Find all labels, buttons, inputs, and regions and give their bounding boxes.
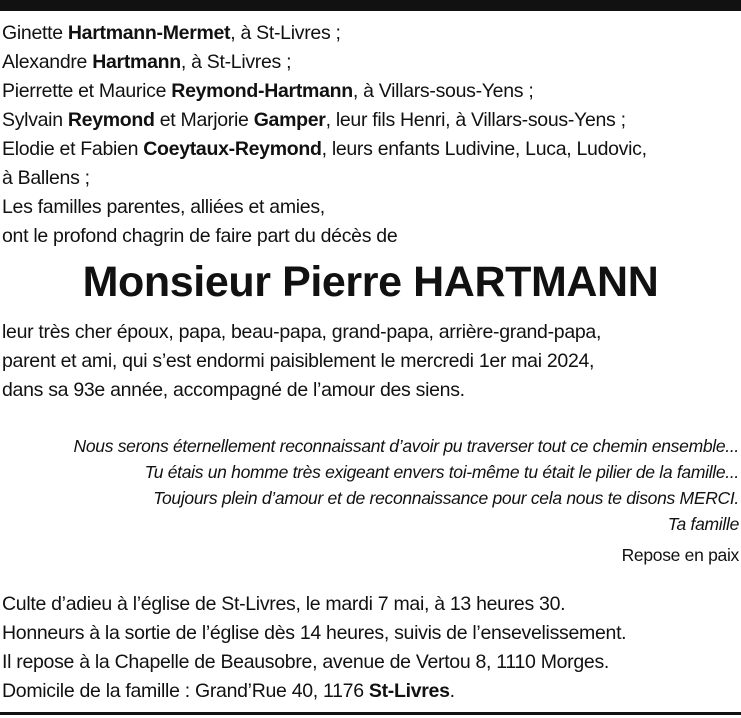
line-text: Honneurs à la sortie de l’église dès 14 heures, suivis de l’ensevelissement. [2, 622, 627, 644]
family-line [2, 19, 739, 48]
line-text: , leur fils Henri, à Villars-sous-Yens ; [325, 109, 626, 131]
line-text: Culte d’adieu à l’église de St-Livres, le mardi 7 mai, à 13 heures 30. [2, 593, 566, 615]
line-text: ont le profond chagrin de faire part du décès de [2, 225, 398, 247]
family-name: Reymond-Hartmann [171, 80, 353, 102]
poem-line: Tu étais un homme très exigeant envers toi-même tu était le pilier de la famille... [144, 462, 739, 482]
service-info [2, 590, 739, 706]
poem-signature: Ta famille [667, 514, 739, 534]
line-text: Il repose à la Chapelle de Beausobre, avenue de Vertou 8, 1110 Morges. [2, 651, 610, 673]
family-line [2, 106, 739, 135]
family-line [2, 135, 739, 164]
family-name: Reymond [67, 109, 155, 131]
family-line [2, 77, 739, 106]
line-text: , à Villars-sous-Yens ; [352, 80, 534, 102]
place-name: St-Livres [368, 680, 450, 702]
announcement [2, 318, 739, 405]
family-name: Hartmann-Mermet [67, 22, 231, 44]
family-list [2, 19, 739, 251]
poem-line: Toujours plein d’amour et de reconnaissance pour cela nous te disons MERCI. [153, 488, 739, 508]
family-name: Hartmann [92, 51, 181, 73]
line-text: Sylvain [2, 109, 68, 131]
line-text: , à St-Livres ; [230, 22, 341, 44]
service-line [2, 619, 739, 648]
line-text: Ginette [2, 22, 68, 44]
line-text: et Marjorie [154, 109, 254, 131]
deceased-name: Monsieur Pierre HARTMANN [82, 258, 659, 306]
announcement-line: leur très cher époux, papa, beau-papa, grand-papa, arrière-grand-papa, [2, 321, 602, 343]
line-text: Alexandre [2, 51, 93, 73]
announcement-line: dans sa 93e année, accompagné de l’amour des siens. [2, 379, 465, 401]
line-text: , leurs enfants Ludivine, Luca, Ludovic, [321, 138, 647, 160]
line-text: Domicile de la famille : Grand’Rue 40, 1176 [2, 680, 369, 702]
family-line [2, 48, 739, 77]
family-line [2, 193, 739, 222]
announcement-line: parent et ami, qui s’est endormi paisiblement le mercredi 1er mai 2024, [2, 350, 595, 372]
line-text: . [449, 680, 455, 702]
poem-line: Nous serons éternellement reconnaissant d’avoir pu traverser tout ce chemin ensemble... [73, 436, 739, 456]
line-text: , à St-Livres ; [180, 51, 292, 73]
service-line [2, 590, 739, 619]
family-line [2, 164, 739, 193]
poem [73, 433, 739, 537]
bottom-rule [0, 712, 741, 715]
rest-in-peace: Repose en paix [621, 545, 739, 565]
family-name: Coeytaux-Reymond [143, 138, 322, 160]
top-rule [0, 0, 741, 11]
service-line [2, 648, 739, 677]
line-text: Elodie et Fabien [2, 138, 144, 160]
line-text: Les familles parentes, alliées et amies, [2, 196, 325, 218]
service-line [2, 677, 739, 706]
family-name: Gamper [253, 109, 326, 131]
line-text: à Ballens ; [2, 167, 90, 189]
family-line [2, 222, 739, 251]
line-text: Pierrette et Maurice [2, 80, 172, 102]
